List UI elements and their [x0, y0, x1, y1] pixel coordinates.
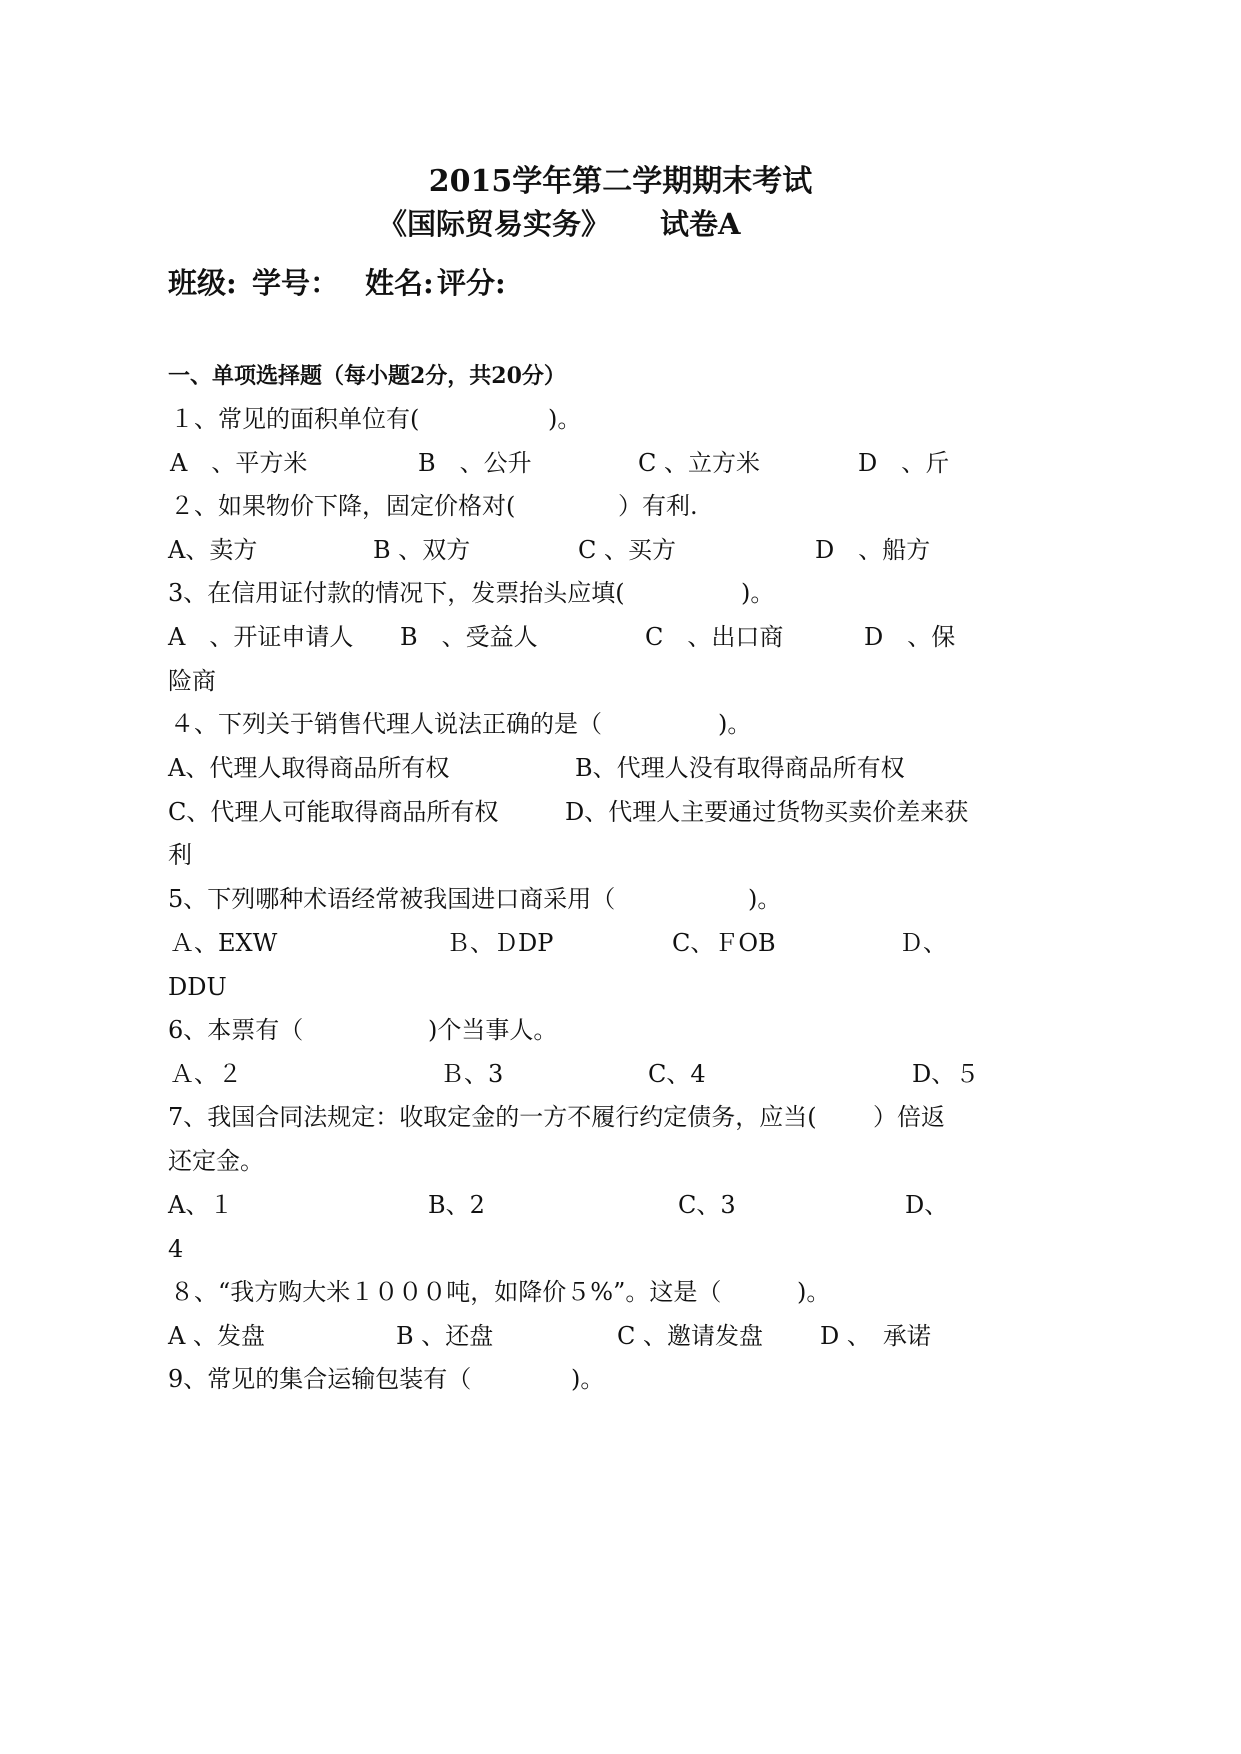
question-7-option-d: D、	[905, 1191, 949, 1219]
question-6-option-b: Ｂ、3	[440, 1060, 504, 1088]
question-1-option-a: A 、平方米	[170, 449, 308, 477]
question-5-option-a: Ａ、EXW	[170, 929, 278, 957]
question-6-stem: 6、本票有（	[168, 1016, 304, 1044]
question-1-option-b: B 、公升	[418, 449, 532, 477]
question-6-option-d: D、５	[912, 1060, 980, 1088]
question-1-option-c: C 、立方米	[638, 449, 760, 477]
paper-label: 试卷A	[660, 207, 741, 241]
question-4-option-b: B、代理人没有取得商品所有权	[575, 754, 905, 782]
question-6-option-a: Ａ、２	[170, 1060, 242, 1088]
question-4-option-d-cont: 利	[168, 841, 192, 869]
class-label: 班级:	[168, 266, 237, 300]
question-3-option-a: A 、开证申请人	[168, 623, 354, 651]
question-6-option-c: C、4	[648, 1060, 706, 1088]
course-name: 《国际贸易实务》	[378, 207, 611, 241]
question-2-option-b: B 、双方	[373, 536, 471, 564]
question-2-end: ）有利.	[618, 492, 698, 520]
score-label: 评分:	[437, 266, 506, 300]
question-3-option-d: D 、保	[864, 623, 956, 651]
question-1-stem: １、常见的面积单位有(	[170, 405, 420, 433]
question-3-stem: 3、在信用证付款的情况下，发票抬头应填(	[168, 579, 625, 607]
question-5-option-b: Ｂ、ＤDP	[446, 929, 554, 957]
question-7-option-a: A、１	[168, 1191, 234, 1219]
question-2-option-c: C 、买方	[578, 536, 676, 564]
question-8-stem: ８、“我方购大米１０００吨，如降价５%”。这是（	[170, 1278, 722, 1306]
question-2-option-d: D 、船方	[815, 536, 931, 564]
question-7-option-c: C、3	[678, 1191, 736, 1219]
question-3-option-c: C 、出口商	[645, 623, 784, 651]
question-7-option-d-cont: 4	[168, 1235, 184, 1263]
question-4-stem: ４、下列关于销售代理人说法正确的是（	[170, 710, 602, 738]
student-id-label: 学号：	[252, 266, 340, 300]
question-2-option-a: A、卖方	[168, 536, 258, 564]
question-7-option-b: B、2	[428, 1191, 485, 1219]
question-3-option-d-cont: 险商	[168, 667, 216, 695]
question-9-end: )。	[571, 1365, 605, 1393]
name-label: 姓名:	[365, 266, 434, 300]
question-4-option-d: D、代理人主要通过货物买卖价差来获	[565, 798, 969, 826]
question-1-option-d: D 、斤	[858, 449, 950, 477]
question-4-end: )。	[718, 710, 752, 738]
question-3-end: )。	[741, 579, 775, 607]
question-5-end: )。	[748, 885, 782, 913]
question-5-option-c: C、ＦOB	[672, 929, 776, 957]
question-1-end: )。	[548, 405, 582, 433]
question-5-stem: 5、下列哪种术语经常被我国进口商采用（	[168, 885, 616, 913]
question-2-stem: ２、如果物价下降，固定价格对(	[170, 492, 516, 520]
question-8-option-d: D 、 承诺	[820, 1322, 931, 1350]
exam-title: 2015学年第二学期期末考试	[428, 164, 813, 199]
question-4-option-a: A、代理人取得商品所有权	[168, 754, 450, 782]
question-8-option-b: B 、还盘	[396, 1322, 494, 1350]
section-heading: 一、单项选择题（每小题2分，共20分）	[168, 363, 566, 389]
question-8-option-c: C 、邀请发盘	[617, 1322, 763, 1350]
question-8-option-a: A 、发盘	[168, 1322, 265, 1350]
question-5-option-d: Ｄ、	[899, 929, 947, 957]
question-7-end: ）倍返	[873, 1103, 945, 1131]
question-4-option-c: C、代理人可能取得商品所有权	[168, 798, 499, 826]
question-6-end: )个当事人。	[428, 1016, 558, 1044]
question-9-stem: 9、常见的集合运输包装有（	[168, 1365, 472, 1393]
question-7-stem-cont: 还定金。	[168, 1147, 264, 1175]
question-8-end: )。	[797, 1278, 831, 1306]
question-5-option-d-cont: DDU	[168, 973, 227, 1001]
question-3-option-b: B 、受益人	[400, 623, 538, 651]
question-7-stem: 7、我国合同法规定：收取定金的一方不履行约定债务，应当(	[168, 1103, 817, 1131]
